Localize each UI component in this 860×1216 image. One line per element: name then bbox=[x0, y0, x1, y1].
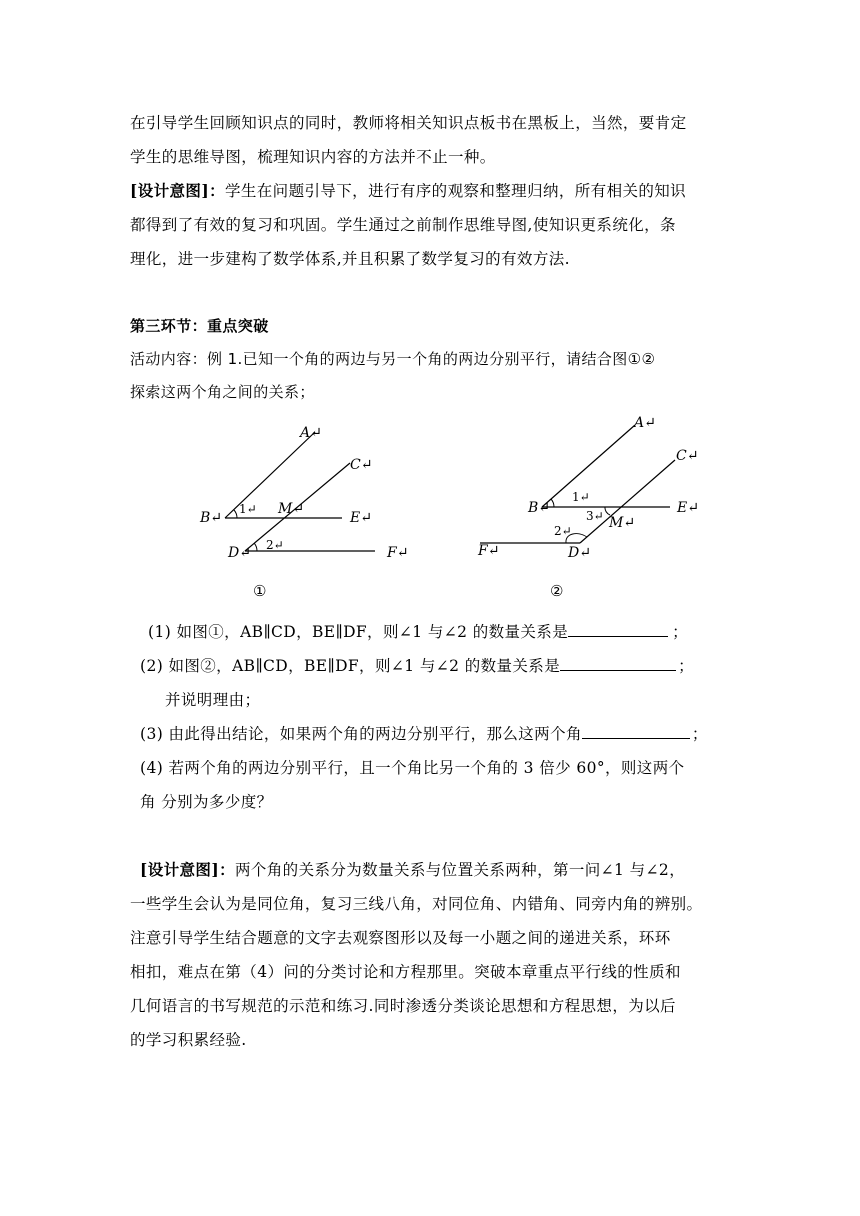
activity-line-1: 活动内容：例 1.已知一个角的两边与另一个角的两边分别平行，请结合图①② bbox=[130, 350, 656, 368]
angle-3-arc bbox=[605, 507, 610, 515]
label-c: C↵ bbox=[676, 448, 699, 464]
figure-1-diagram bbox=[190, 415, 430, 605]
label-a: A↵ bbox=[634, 415, 656, 431]
design-intent-label: [设计意图]： bbox=[140, 860, 235, 879]
label-a: A↵ bbox=[300, 425, 322, 441]
label-b: B↵ bbox=[528, 500, 551, 516]
figure-2-diagram bbox=[470, 405, 710, 605]
label-angle-2: 2↵ bbox=[554, 524, 572, 538]
label-f: F↵ bbox=[387, 545, 409, 561]
activity-line-2: 探索这两个角之间的关系； bbox=[130, 383, 315, 401]
angle-2-arc bbox=[254, 543, 257, 551]
section-heading: 第三环节：重点突破 bbox=[130, 317, 269, 335]
design-intent-line-2: 一些学生会认为是同位角，复习三线八角，对同位角、内错角、同旁内角的辨别。 bbox=[130, 895, 703, 913]
label-angle-3: 3↵ bbox=[586, 509, 604, 523]
answer-blank-1[interactable] bbox=[568, 622, 668, 637]
question-4-line-2: 角 分别为多少度？ bbox=[140, 793, 273, 811]
label-c: C↵ bbox=[350, 457, 373, 473]
question-2-continued: 并说明理由； bbox=[165, 691, 261, 709]
angle-1-arc bbox=[551, 499, 554, 507]
label-angle-2: 2↵ bbox=[266, 538, 284, 552]
figure-1-caption: ① bbox=[253, 582, 267, 600]
question-2: (2) 如图②，AB∥CD，BE∥DF，则∠1 与∠2 的数量关系是 ； bbox=[140, 657, 695, 675]
question-3: (3) 由此得出结论，如果两个角的两边分别平行，那么这两个角 ； bbox=[140, 725, 708, 743]
design-intent-line-3: 理化，进一步建构了数学体系,并且积累了数学复习的有效方法. bbox=[130, 250, 570, 268]
label-angle-1: 1↵ bbox=[572, 490, 590, 504]
answer-blank-3[interactable] bbox=[582, 724, 690, 739]
design-intent-label: [设计意图]： bbox=[130, 181, 225, 200]
design-intent-line-4: 相扣，难点在第（4）问的分类讨论和方程那里。突破本章重点平行线的性质和 bbox=[130, 963, 681, 981]
label-m: M↵ bbox=[278, 501, 305, 517]
question-1: (1) 如图①，AB∥CD，BE∥DF，则∠1 与∠2 的数量关系是 ； bbox=[148, 623, 689, 641]
angle-1-arc bbox=[234, 510, 237, 518]
design-intent-line-2: 都得到了有效的复习和巩固。学生通过之前制作思维导图,使知识更系统化，条 bbox=[130, 216, 676, 234]
design-intent-line-6: 的学习积累经验. bbox=[130, 1031, 247, 1049]
design-intent-text: 学生在问题引导下，进行有序的观察和整理归纳，所有相关的知识 bbox=[224, 182, 687, 200]
label-d: D↵ bbox=[568, 545, 591, 561]
question-4-line-1: (4) 若两个角的两边分别平行，且一个角比另一个角的 3 倍少 60°，则这两个 bbox=[140, 759, 685, 777]
label-f: F↵ bbox=[478, 543, 500, 559]
answer-blank-2[interactable] bbox=[560, 656, 676, 671]
figure-2-caption: ② bbox=[550, 582, 564, 600]
design-intent-line-5: 几何语言的书写规范的示范和练习.同时渗透分类谈论思想和方程思想，为以后 bbox=[130, 997, 676, 1015]
design-intent-text: 两个角的关系分为数量关系与位置关系两种，第一问∠1 与∠2， bbox=[234, 861, 686, 879]
label-b: B↵ bbox=[200, 510, 223, 526]
intro-line-1: 在引导学生回顾知识点的同时，教师将相关知识点板书在黑板上，当然，要肯定 bbox=[130, 114, 687, 132]
label-e: E↵ bbox=[677, 500, 699, 516]
label-angle-1: 1↵ bbox=[239, 502, 257, 516]
design-intent-line-3: 注意引导学生结合题意的文字去观察图形以及每一小题之间的递进关系，环环 bbox=[130, 929, 671, 947]
label-m: M↵ bbox=[609, 515, 636, 531]
label-e: E↵ bbox=[350, 510, 372, 526]
intro-line-2: 学生的思维导图，梳理知识内容的方法并不止一种。 bbox=[130, 148, 496, 166]
label-d: D↵ bbox=[228, 545, 251, 561]
